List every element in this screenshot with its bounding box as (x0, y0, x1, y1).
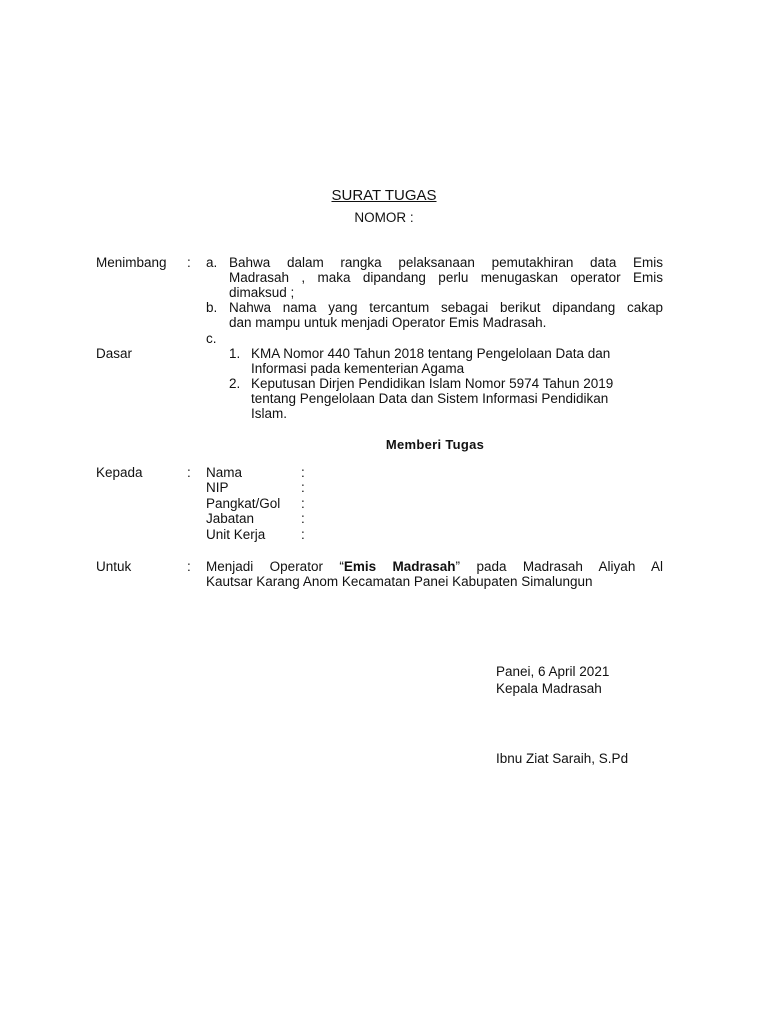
field-jabatan-colon: : (301, 511, 305, 526)
menimbang-marker-a: a. (206, 255, 218, 270)
untuk-colon: : (187, 559, 191, 574)
field-pangkat-label: Pangkat/Gol (206, 496, 281, 511)
menimbang-a-line1: Bahwa dalam rangka pelaksanaan pemutakhiran data Emis (229, 255, 663, 270)
menimbang-colon: : (187, 255, 191, 270)
menimbang-marker-b: b. (206, 300, 218, 315)
menimbang-b-line1: Nahwa nama yang tercantum sebagai berikut dipandang cakap (229, 300, 663, 315)
untuk-line1 (206, 559, 663, 575)
dasar-1-line1: KMA Nomor 440 Tahun 2018 tentang Pengelolaan Data dan (251, 346, 611, 361)
menimbang-label: Menimbang (96, 255, 167, 270)
memberi-tugas-heading: Memberi Tugas (385, 437, 485, 452)
untuk-line2: Kautsar Karang Anom Kecamatan Panei Kabupaten Simalungun (206, 574, 593, 589)
menimbang-a-line3: dimaksud ; (229, 285, 295, 300)
field-unit-kerja-label: Unit Kerja (206, 527, 266, 542)
dasar-1-line2: Informasi pada kementerian Agama (251, 361, 465, 376)
dasar-marker-2: 2. (229, 376, 241, 391)
field-nama-colon: : (301, 465, 305, 480)
field-unit-kerja-colon: : (301, 527, 305, 542)
kepada-colon: : (187, 465, 191, 480)
menimbang-marker-c: c. (206, 331, 217, 346)
field-nip-colon: : (301, 480, 305, 495)
untuk-line1-post: ” pada Madrasah Aliyah Al (455, 559, 663, 574)
untuk-label: Untuk (96, 559, 132, 574)
field-nama-label: Nama (206, 465, 243, 480)
document-number: NOMOR : (354, 210, 414, 225)
menimbang-a-line2: Madrasah , maka dipandang perlu menugaskan operator Emis (229, 270, 663, 285)
signature-position: Kepala Madrasah (496, 681, 602, 696)
field-nip-label: NIP (206, 480, 229, 495)
dasar-marker-1: 1. (229, 346, 241, 361)
kepada-label: Kepada (96, 465, 143, 480)
field-jabatan-label: Jabatan (206, 511, 255, 526)
dasar-2-line2: tentang Pengelolaan Data dan Sistem Informasi Pendidikan (251, 391, 609, 406)
dasar-label: Dasar (96, 346, 133, 361)
dasar-2-line1: Keputusan Dirjen Pendidikan Islam Nomor 5974 Tahun 2019 (251, 376, 614, 391)
menimbang-b-line2: dan mampu untuk menjadi Operator Emis Madrasah. (229, 315, 547, 330)
signature-place-date: Panei, 6 April 2021 (496, 664, 610, 679)
field-pangkat-colon: : (301, 496, 305, 511)
untuk-line1-bold: Emis Madrasah (343, 559, 456, 574)
untuk-line1-pre: Menjadi Operator “ (206, 559, 344, 574)
document-title: SURAT TUGAS (331, 187, 437, 204)
dasar-2-line3: Islam. (251, 406, 288, 421)
signature-name: Ibnu Ziat Saraih, S.Pd (496, 751, 629, 766)
